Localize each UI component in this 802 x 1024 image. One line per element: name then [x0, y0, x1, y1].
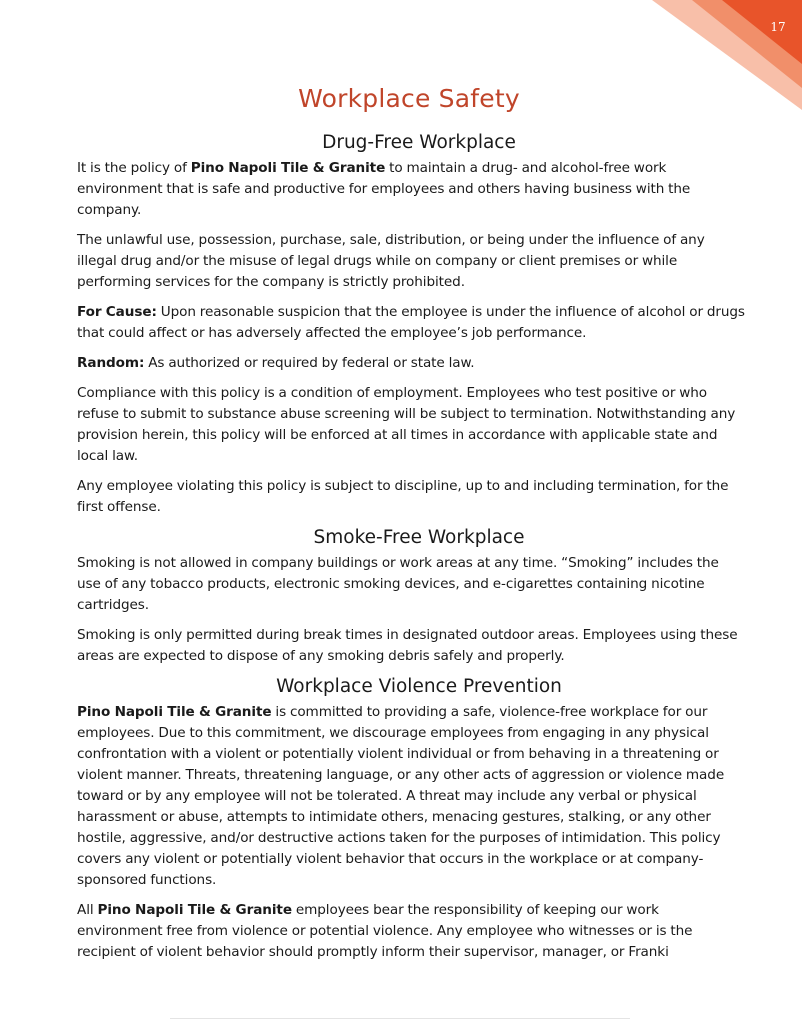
section-heading-violence-prevention: Workplace Violence Prevention — [276, 676, 562, 697]
company-name: Pino Napoli Tile & Granite — [97, 902, 292, 918]
paragraph: Smoking is not allowed in company buildings or work areas at any time. “Smoking” includes the use of any tobacco products, electronic smoking devices, and e-cigarettes containing nicotine cartridges. — [77, 555, 719, 613]
page-number: 17 — [770, 20, 786, 34]
paragraph: It is the policy of Pino Napoli Tile & Granite to maintain a drug- and alcohol-free work environment that is safe and productive for employees and others having business with the company. — [77, 160, 691, 218]
paragraph: Any employee violating this policy is subject to discipline, up to and including termination, for the first offense. — [77, 478, 729, 515]
page-title: Workplace Safety — [298, 84, 520, 113]
paragraph: For Cause: Upon reasonable suspicion that the employee is under the influence of alcohol or drugs that could affect or has adversely affected the employee’s job performance. — [77, 304, 745, 341]
section-heading-drug-free: Drug-Free Workplace — [322, 132, 516, 153]
paragraph: Pino Napoli Tile & Granite is committed to providing a safe, violence-free workplace for our employees. Due to this commitment, we discourage employees from engaging in any physical confrontation with a violent or potentially violent individual or from behaving in a threatening or violent manner. Threats, threatening language, or any other acts of aggression or violence made toward or by any employee will not be tolerated. A threat may include any verbal or physical harassment or abuse, attempts to intimidate others, menacing gestures, stalking, or any other hostile, aggressive, and/or destructive actions taken for the purposes of intimidation. This policy covers any violent or potentially violent behavior that occurs in the workplace or at company-sponsored functions. — [77, 704, 725, 888]
paragraph: Random: As authorized or required by federal or state law. — [77, 355, 475, 371]
paragraph: Smoking is only permitted during break times in designated outdoor areas. Employees using these areas are expected to dispose of any smoking debris safely and properly. — [77, 627, 738, 664]
paragraph: Compliance with this policy is a condition of employment. Employees who test positive or who refuse to submit to substance abuse screening will be subject to termination. Notwithstanding any provision herein, this policy will be enforced at all times in accordance with applicable state and local law. — [77, 385, 736, 464]
section-heading-smoke-free: Smoke-Free Workplace — [313, 527, 525, 548]
main-content — [77, 130, 745, 972]
company-name: Pino Napoli Tile & Granite — [77, 704, 272, 720]
paragraph: All Pino Napoli Tile & Granite employees bear the responsibility of keeping our work environment free from violence or potential violence. Any employee who witnesses or is the recipient of violent behavior should promptly inform their supervisor, manager, or Franki — [77, 902, 693, 960]
random-label: Random: — [77, 355, 145, 371]
footer-rule — [170, 1018, 630, 1019]
for-cause-label: For Cause: — [77, 304, 157, 320]
company-name: Pino Napoli Tile & Granite — [190, 160, 386, 176]
paragraph: The unlawful use, possession, purchase, sale, distribution, or being under the influence of any illegal drug and/or the misuse of legal drugs while on company or client premises or while performing services for the company is strictly prohibited. — [77, 232, 705, 290]
